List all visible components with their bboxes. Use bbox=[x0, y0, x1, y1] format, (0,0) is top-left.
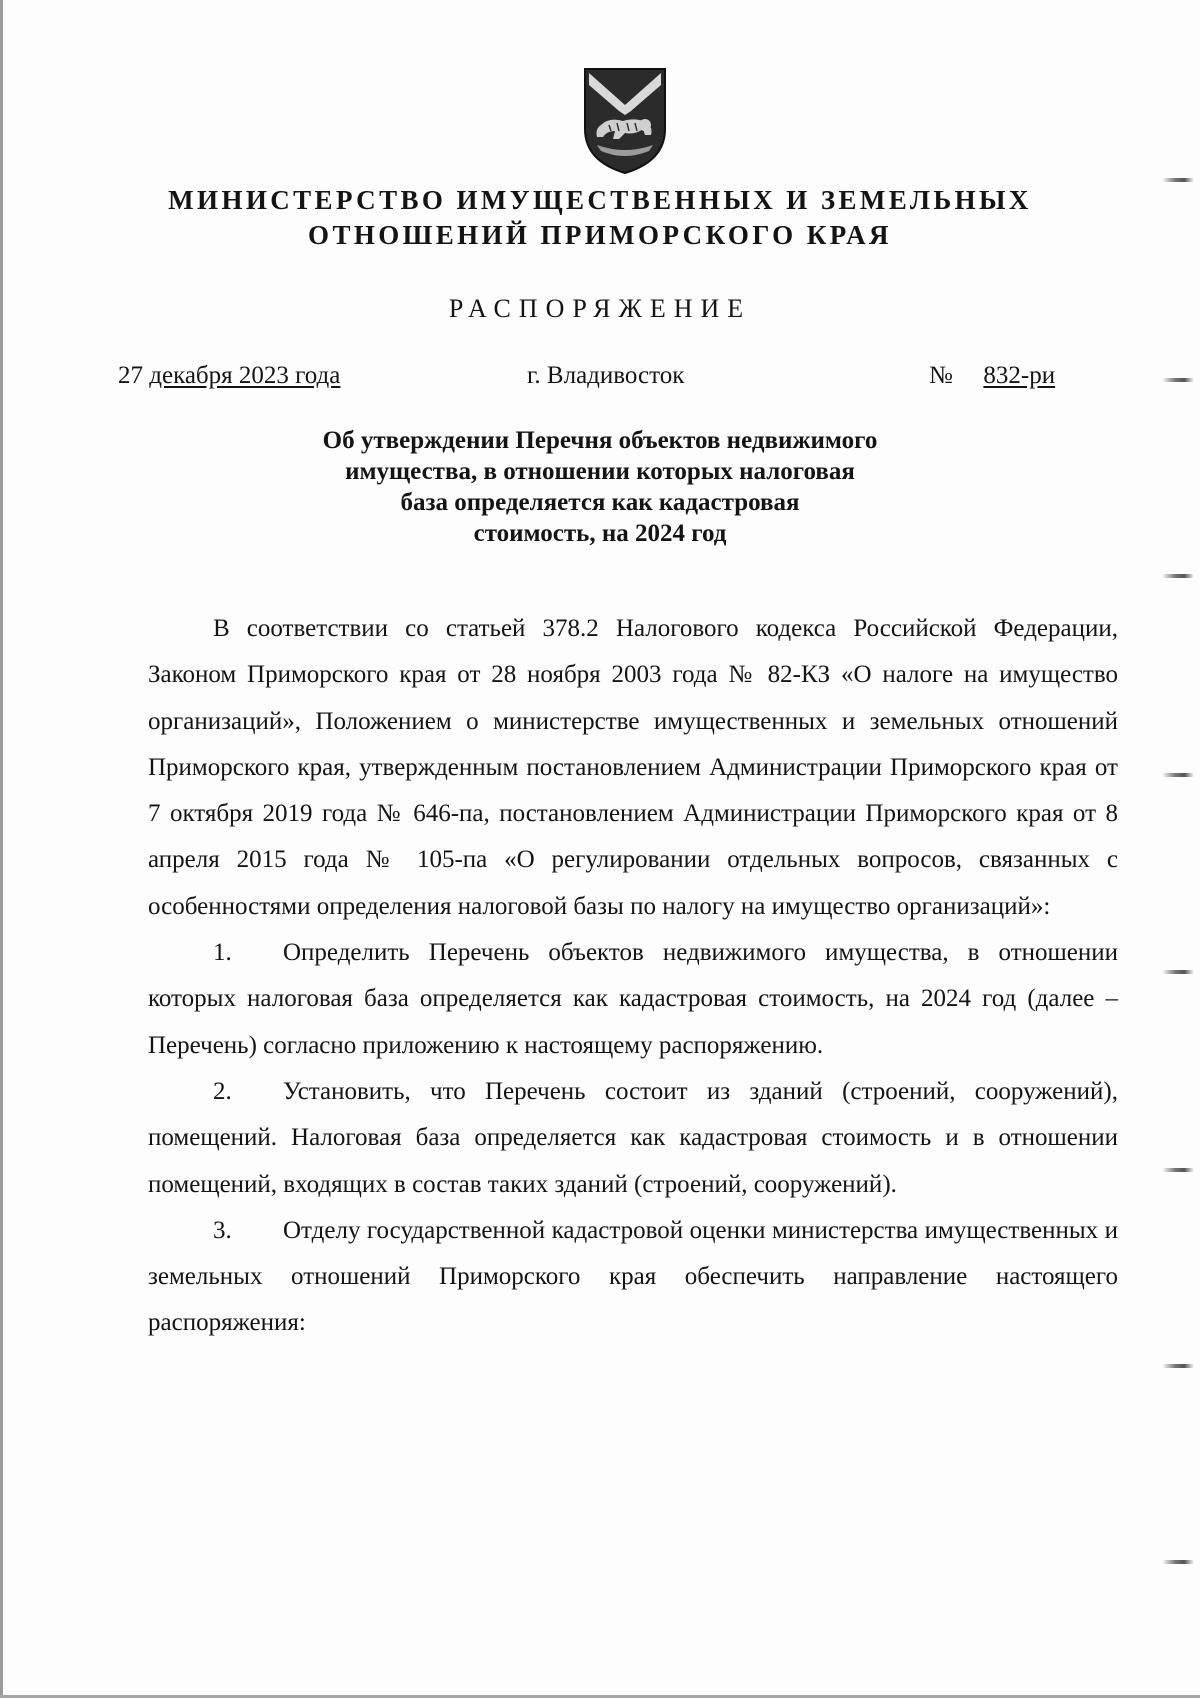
document-city: г. Владивосток bbox=[527, 362, 685, 389]
document-type: РАСПОРЯЖЕНИЕ bbox=[448, 294, 752, 323]
list-item-text: Определить Перечень объектов недвижимого имущества, в отношении которых налоговая база определяется как кадастровая стоимость, на 2024 год (далее – Перечень) согласно приложению к настоящему распоряжению. bbox=[148, 939, 1118, 1059]
scan-speck bbox=[1162, 378, 1194, 382]
list-item-text: Установить, что Перечень состоит из зданий (строений, сооружений), помещений. Налоговая база определяется как кадастровая стоимость и в отношении помещений, входящих в состав таких зданий (строений, сооружений). bbox=[148, 1077, 1118, 1198]
scan-speck bbox=[1162, 1364, 1194, 1368]
list-item-text: Отделу государственной кадастровой оценки министерства имущественных и земельных отношений Приморского края обеспечить направление настоящего распоряжения: bbox=[148, 1216, 1118, 1337]
list-item bbox=[148, 930, 1118, 1069]
document-title-line3: база определяется как кадастровая bbox=[400, 489, 800, 516]
document-number bbox=[929, 362, 1055, 390]
scan-speck bbox=[1162, 1168, 1194, 1172]
scan-speck bbox=[1162, 970, 1194, 974]
ministry-name-line2: ОТНОШЕНИЙ ПРИМОРСКОГО КРАЯ bbox=[308, 220, 892, 250]
list-item bbox=[148, 1208, 1118, 1347]
list-item bbox=[148, 1069, 1118, 1208]
document-title bbox=[250, 425, 950, 549]
document-date-rest: декабря 2023 года bbox=[149, 362, 341, 389]
scan-speck bbox=[1162, 178, 1194, 182]
document-title-line4: стоимость, на 2024 год bbox=[473, 520, 727, 547]
scan-speck bbox=[1162, 1560, 1194, 1564]
scan-speck bbox=[1162, 773, 1194, 777]
ministry-name bbox=[120, 183, 1080, 253]
list-item-number: 3. bbox=[213, 1216, 232, 1244]
document-number-value: 832-ри bbox=[983, 362, 1056, 389]
document-title-line2: имущества, в отношении которых налоговая bbox=[345, 458, 855, 485]
list-item-number: 1. bbox=[213, 939, 232, 967]
list-item-number: 2. bbox=[213, 1077, 232, 1105]
primorsky-krai-coat-of-arms-icon bbox=[579, 65, 671, 175]
ministry-name-line1: МИНИСТЕРСТВО ИМУЩЕСТВЕННЫХ И ЗЕМЕЛЬНЫХ bbox=[168, 185, 1032, 215]
document-date-day: 27 bbox=[118, 362, 143, 389]
document-body bbox=[148, 606, 1118, 1347]
scan-speck bbox=[1162, 574, 1194, 578]
preamble-paragraph: В соответствии со статьей 378.2 Налогового кодекса Российской Федерации, Законом Приморского края от 28 ноября 2003 года № 82-КЗ «О налоге на имущество организаций», Положением о министерстве имущественных и земельных отношений Приморского края, утвержденным постановлением Администрации Приморского края от 7 октября 2019 года № 646-па, постановлением Администрации Приморского края от 8 апреля 2015 года № 105-па «О регулировании отдельных вопросов, связанных с особенностями определения налоговой базы по налогу на имущество организаций»: bbox=[148, 615, 1118, 920]
number-sign: № bbox=[929, 362, 953, 389]
scan-edge-left bbox=[0, 0, 3, 1698]
document-date bbox=[118, 362, 397, 390]
document-title-line1: Об утверждении Перечня объектов недвижимого bbox=[322, 427, 878, 454]
